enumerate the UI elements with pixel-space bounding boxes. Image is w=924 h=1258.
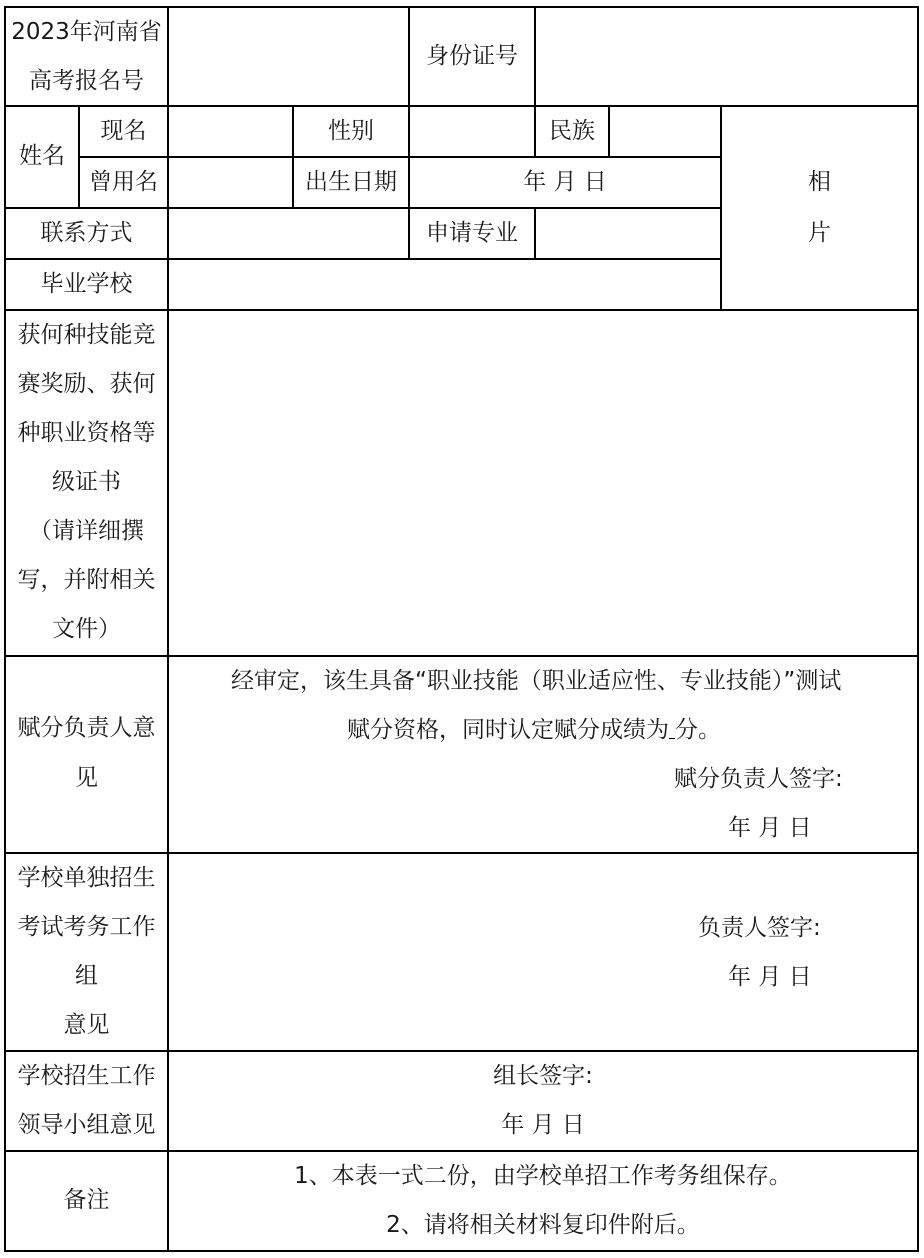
birth-date-field[interactable]: 年 月 日: [523, 169, 607, 195]
awards-field[interactable]: [169, 311, 917, 655]
photo-label: 片: [808, 220, 831, 246]
leader-date: 年 月 日: [501, 1112, 585, 1138]
id-number-label: 身份证号: [426, 43, 518, 69]
name-label: 姓名: [19, 143, 65, 169]
scoring-opinion-text: 经审定，该生具备“职业技能（职业适应性、专业技能）”测试: [231, 668, 842, 694]
notes-label: 备注: [63, 1187, 110, 1213]
former-name-field[interactable]: [169, 158, 292, 207]
contact-label: 联系方式: [40, 220, 133, 246]
leader-signature-label: 组长签字:: [493, 1063, 593, 1089]
exam-id-label: 2023年河南省: [11, 19, 162, 45]
gender-label: 性别: [328, 118, 374, 144]
scoring-opinion-label: 见: [75, 765, 98, 791]
awards-label: 获何种技能竞: [17, 322, 156, 348]
gender-field[interactable]: [410, 107, 534, 156]
exam-group-date: 年 月 日: [728, 964, 812, 990]
major-field[interactable]: [536, 209, 720, 258]
awards-label: 写，并附相关: [17, 567, 156, 593]
note-item: 2、请将相关材料复印件附后。: [386, 1212, 700, 1238]
scoring-signature-label: 赋分负责人签字:: [674, 766, 843, 792]
school-field[interactable]: [169, 260, 720, 309]
exam-group-label: 学校单独招生: [17, 865, 156, 891]
photo-box[interactable]: [722, 107, 917, 309]
exam-id-field[interactable]: [169, 8, 408, 105]
exam-id-label: 高考报名号: [29, 68, 144, 94]
note-item: 1、本表一式二份，由学校单招工作考务组保存。: [294, 1163, 792, 1189]
awards-label: 文件）: [52, 616, 121, 642]
awards-label: （请详细撰: [29, 518, 144, 544]
scoring-opinion-text: 赋分资格，同时认定赋分成绩为 分。: [347, 717, 721, 743]
ethnicity-label: 民族: [549, 118, 595, 144]
scoring-opinion-label: 赋分负责人意: [17, 715, 156, 741]
contact-field[interactable]: [169, 209, 408, 258]
birth-date-label: 出生日期: [305, 169, 397, 195]
exam-group-label: 组: [75, 963, 98, 989]
ethnicity-field[interactable]: [610, 107, 720, 156]
school-label: 毕业学校: [40, 271, 133, 297]
registration-form-table: [4, 6, 919, 1252]
id-number-field[interactable]: [536, 8, 917, 105]
table-border: [4, 1250, 919, 1252]
awards-label: 级证书: [52, 469, 121, 495]
awards-label: 种职业资格等: [17, 420, 156, 446]
major-label: 申请专业: [426, 220, 518, 246]
exam-group-signature-label: 负责人签字:: [698, 915, 821, 941]
current-name-field[interactable]: [169, 107, 292, 156]
exam-group-label: 意见: [63, 1012, 110, 1038]
former-name-label: 曾用名: [89, 169, 158, 195]
current-name-label: 现名: [100, 118, 147, 144]
exam-group-label: 考试考务工作: [17, 914, 156, 940]
table-border: [917, 6, 919, 1252]
awards-label: 赛奖励、获何: [17, 371, 156, 397]
leader-group-label: 学校招生工作: [17, 1063, 156, 1089]
leader-group-label: 领导小组意见: [17, 1112, 156, 1138]
scoring-date: 年 月 日: [728, 815, 812, 841]
photo-label: 相: [808, 169, 831, 195]
